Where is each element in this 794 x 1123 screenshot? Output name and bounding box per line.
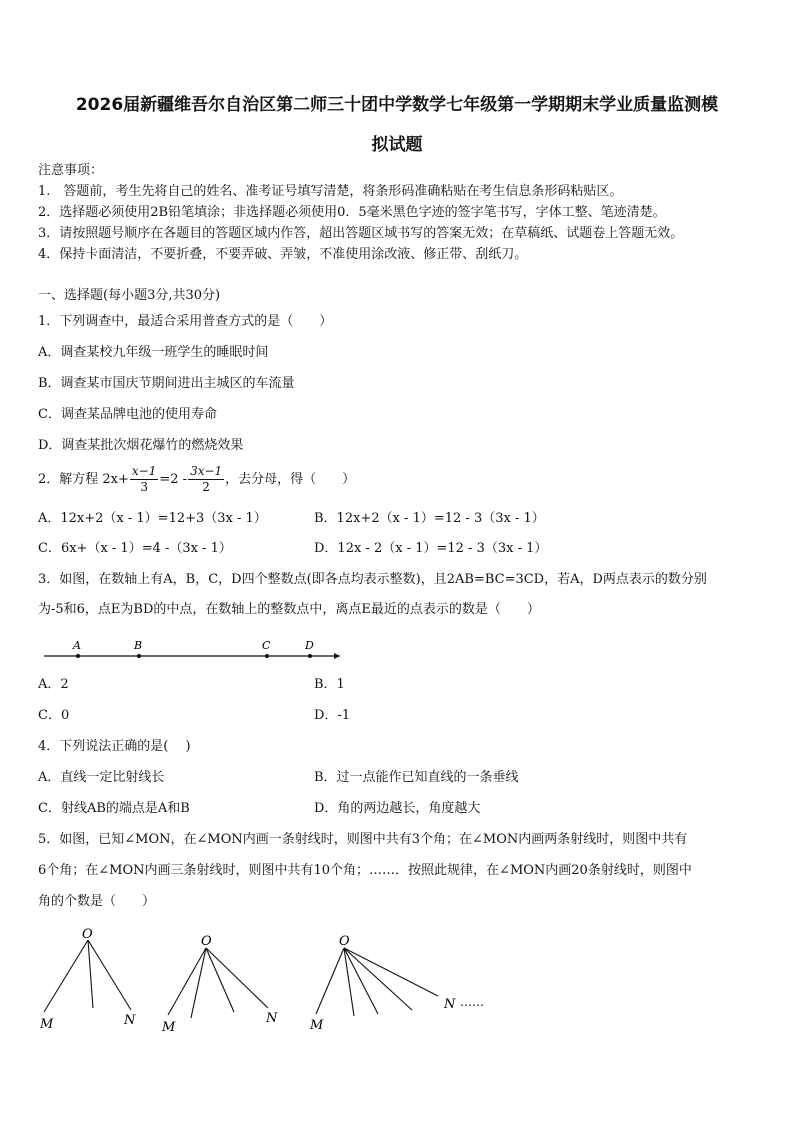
q1-stem: 1．下列调查中，最适合采用普查方式的是（ ） bbox=[38, 314, 333, 329]
number-line-figure bbox=[38, 636, 350, 666]
ray-inner-2b bbox=[206, 948, 234, 1012]
q1-option-a: A．调查某校九年级一班学生的睡眠时间 bbox=[38, 345, 269, 360]
point-b-dot bbox=[137, 654, 141, 658]
fig2-label-m: M bbox=[162, 1020, 176, 1035]
section-heading: 一、选择题(每小题3分,共30分) bbox=[38, 288, 221, 303]
ray-on-3 bbox=[344, 948, 438, 996]
q3-option-c: C．0 bbox=[38, 708, 70, 723]
q1-option-b: B．调查某市国庆节期间进出主城区的车流量 bbox=[38, 376, 295, 391]
q2-fraction-1 bbox=[130, 464, 158, 495]
q4-option-c: C．射线AB的端点是A和B bbox=[38, 801, 190, 816]
fig3-label-n: N bbox=[444, 997, 456, 1012]
q3-option-b: B．1 bbox=[314, 677, 345, 692]
q2-fraction-1-numerator: x−1 bbox=[131, 464, 157, 478]
q2-stem bbox=[38, 463, 355, 497]
q2-option-d: D．12x - 2（x - 1）=12 - 3（3x - 1） bbox=[314, 541, 548, 556]
q2-fraction-2-numerator: 3x−1 bbox=[190, 464, 223, 478]
q5-stem-line3: 角的个数是（ ） bbox=[38, 894, 156, 909]
ray-on-2 bbox=[206, 948, 268, 1008]
angle-figure-1 bbox=[44, 940, 131, 1012]
fig3-ellipsis: …… bbox=[460, 995, 484, 1009]
point-c-dot bbox=[265, 654, 269, 658]
fig2-label-o: O bbox=[201, 934, 212, 949]
q2-fraction-2 bbox=[188, 464, 224, 495]
notice-item-4: 4．保持卡面清洁，不要折叠，不要弄破、弄皱，不准使用涂改液、修正带、刮纸刀。 bbox=[38, 247, 528, 262]
notice-item-3: 3．请按照题号顺序在各题目的答题区域内作答，超出答题区域书写的答案无效；在草稿纸、试题卷上答题无效。 bbox=[38, 226, 684, 241]
q2-option-a: A．12x+2（x - 1）=12+3（3x - 1） bbox=[38, 511, 267, 526]
q2-mid: =2 - bbox=[159, 472, 188, 487]
q2-prefix: 2．解方程 2x+ bbox=[38, 472, 129, 487]
q2-option-b: B．12x+2（x - 1）=12 - 3（3x - 1） bbox=[314, 511, 545, 526]
paper-title-line2: 拟试题 bbox=[371, 135, 423, 155]
q4-option-b: B．过一点能作已知直线的一条垂线 bbox=[314, 770, 519, 785]
point-c-label: C bbox=[262, 639, 271, 652]
notice-heading: 注意事项： bbox=[38, 163, 104, 178]
ray-inner-1 bbox=[88, 940, 93, 1008]
q5-stem-line2: 6个角；在∠MON内画三条射线时，则图中共有10个角；……．按照此规律，在∠MON内画20条射线时，则图中 bbox=[38, 863, 692, 878]
q2-fraction-1-denominator: 3 bbox=[140, 480, 148, 494]
fig1-label-m: M bbox=[40, 1017, 54, 1032]
angle-figure-3 bbox=[316, 948, 438, 1016]
notice-item-1: 1. 答题前，考生先将自己的姓名、准考证号填写清楚，将条形码准确粘贴在考生信息条形码粘贴区。 bbox=[38, 184, 623, 199]
q3-stem-line1: 3．如图，在数轴上有A，B，C，D四个整数点(即各点均表示整数)，且2AB=BC=3CD，若A，D两点表示的数分别 bbox=[38, 572, 707, 587]
fig1-label-n: N bbox=[124, 1013, 136, 1028]
ray-on-1 bbox=[88, 940, 131, 1010]
ray-inner-3c bbox=[344, 948, 412, 1010]
fig1-label-o: O bbox=[82, 927, 93, 942]
ray-inner-2a bbox=[191, 948, 206, 1018]
fig3-label-o: O bbox=[339, 934, 350, 949]
notice-item-2: 2．选择题必须使用2B铅笔填涂；非选择题必须使用0．5毫米黑色字迹的签字笔书写，字体工整、笔迹清楚。 bbox=[38, 205, 666, 220]
q2-fraction-2-denominator: 2 bbox=[202, 480, 210, 494]
q1-option-d: D．调查某批次烟花爆竹的燃烧效果 bbox=[38, 438, 244, 453]
point-d-dot bbox=[308, 654, 312, 658]
point-a-label: A bbox=[73, 639, 81, 652]
q2-suffix: ，去分母，得（ ） bbox=[225, 472, 356, 487]
point-b-label: B bbox=[134, 639, 143, 652]
q4-option-a: A．直线一定比射线长 bbox=[38, 770, 165, 785]
paper-title-line1: 2026届新疆维吾尔自治区第二师三十团中学数学七年级第一学期期末学业质量监测模 bbox=[75, 95, 719, 115]
q1-option-c: C．调查某品牌电池的使用寿命 bbox=[38, 407, 217, 422]
q2-option-c: C．6x+（x - 1）=4 -（3x - 1） bbox=[38, 541, 232, 556]
point-a-dot bbox=[76, 654, 80, 658]
q3-option-d: D．-1 bbox=[314, 708, 351, 723]
angle-figures bbox=[36, 920, 516, 1040]
q3-option-a: A．2 bbox=[38, 677, 69, 692]
q5-stem-line1: 5．如图，已知∠MON，在∠MON内画一条射线时，则图中共有3个角；在∠MON内画两条射线时，则图中共有 bbox=[38, 832, 688, 847]
q3-stem-line2: 为-5和6，点E为BD的中点，在数轴上的整数点中，离点E最近的点表示的数是（ ） bbox=[38, 602, 540, 617]
q4-stem: 4．下列说法正确的是( ) bbox=[38, 739, 191, 754]
angle-figure-2 bbox=[168, 948, 268, 1018]
q4-option-d: D．角的两边越长，角度越大 bbox=[314, 801, 481, 816]
fig2-label-n: N bbox=[266, 1011, 278, 1026]
arrow-head bbox=[334, 653, 340, 659]
ray-om-3 bbox=[316, 948, 344, 1014]
point-d-label: D bbox=[305, 639, 314, 652]
ray-om-1 bbox=[44, 940, 88, 1012]
fig3-label-m: M bbox=[310, 1018, 324, 1033]
ray-om-2 bbox=[168, 948, 206, 1015]
